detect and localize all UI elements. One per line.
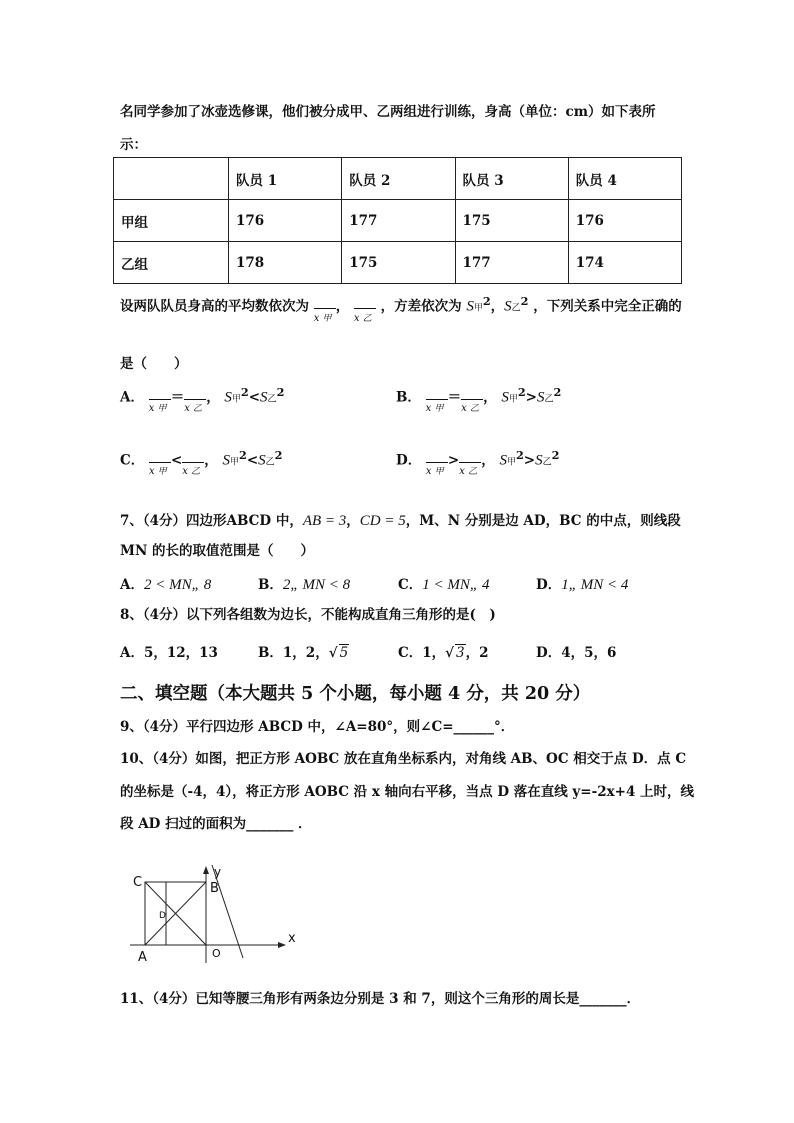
q6-stem: 设两队队员身高的平均数依次为 x 甲 ， x 乙 ，方差依次为 S甲$^2$，S乙$^2$ ，下列关系中完全正确的 [120, 294, 682, 324]
x-axis-arrow [278, 942, 286, 948]
mean-yi-symbol: x 乙 [354, 298, 376, 316]
table-header-cell: 队员 3 [455, 158, 568, 200]
label-c: C [133, 875, 143, 890]
q6-stem-b: ，方差依次为 [380, 298, 462, 315]
q10-line-2: 的坐标是（-4，4），将正方形 AOBC 沿 x 轴向右平移，当点 D 落在直线 y=-2x+4 上时，线 [120, 784, 695, 800]
q6-stem-a: 设两队队员身高的平均数依次为 [120, 298, 309, 315]
q9-stem: 9、（4分）平行四边形 ABCD 中，∠A=80°，则∠C=______°． [120, 719, 515, 735]
q10-line-1: 10、（4分）如图，把正方形 AOBC 放在直角坐标系内，对角线 AB、OC 相交于点 D．点 C [120, 751, 687, 767]
coordinate-figure [118, 858, 308, 968]
q8-option-b: B．1，2，√ 5 [258, 645, 349, 661]
q6-stem-line-2: 是（ ） [120, 356, 188, 372]
table-cell: 174 [568, 242, 681, 284]
label-d: D [159, 911, 166, 921]
q6-stem-c: ，下列关系中完全正确的 [533, 298, 682, 315]
q7-option-b: B．2„ MN < 8 [258, 577, 351, 593]
q6-option-c: C． x 甲 < x 乙 ， S甲$^2$<S乙$^2$ [120, 448, 283, 477]
q8-stem: 8、（4分）以下列各组数为边长，不能构成直角三角形的是( ) [120, 607, 496, 623]
label-o: O [212, 947, 221, 960]
q8-option-d: D．4，5，6 [536, 645, 617, 661]
q7-stem-line-2: MN 的长的取值范围是（ ） [120, 543, 314, 559]
q6-option-a: A． x 甲 ＝ x 乙 ， S甲$^2$<S乙$^2$ [120, 385, 285, 414]
section-title: 二、填空题（本大题共 5 个小题，每小题 4 分，共 20 分） [120, 684, 591, 704]
table-cell: 甲组 [114, 200, 229, 242]
q10-line-3: 段 AD 扫过的面积为_______ ． [120, 816, 312, 832]
intro-line-1: 名同学参加了冰壶选修课，他们被分成甲、乙两组进行训练，身高（单位：cm）如下表所 [120, 104, 656, 120]
table-cell: 176 [568, 200, 681, 242]
table-cell: 177 [455, 242, 568, 284]
q6-option-d: D． x 甲 > x 乙 ， S甲$^2$>S乙$^2$ [396, 448, 560, 477]
table-header-cell: 队员 2 [342, 158, 455, 200]
label-y: y [214, 865, 222, 879]
q8-option-a: A．5，12，13 [120, 645, 218, 661]
q11-stem: 11、（4分）已知等腰三角形有两条边分别是 3 和 7，则这个三角形的周长是_______． [120, 991, 641, 1007]
table-cell: 175 [455, 200, 568, 242]
table-header-cell: 队员 1 [229, 158, 342, 200]
mean-jia-symbol: x 甲 [314, 298, 336, 316]
label-a: A [138, 950, 147, 965]
table-row [114, 242, 682, 284]
table-cell: 176 [229, 200, 342, 242]
table-cell: 178 [229, 242, 342, 284]
height-table [113, 157, 682, 284]
q7-option-d: D．1„ MN < 4 [536, 577, 629, 593]
table-cell: 177 [342, 200, 455, 242]
table-cell: 175 [342, 242, 455, 284]
table-row [114, 200, 682, 242]
label-b: B [210, 881, 219, 896]
q7-stem: 7、（4分）四边形ABCD 中，AB = 3，CD = 5，M、N 分别是边 AD，BC 的中点，则线段 [120, 513, 681, 529]
table-header-cell: 队员 4 [568, 158, 681, 200]
shifted-square [166, 882, 206, 945]
table-header-cell [114, 158, 229, 200]
q7-option-a: A．2 < MN„ 8 [120, 577, 212, 593]
q8-option-c: C．1，√ 3，2 [398, 645, 489, 661]
label-x: x [288, 931, 296, 946]
q7-option-c: C．1 < MN„ 4 [398, 577, 490, 593]
intro-line-2: 示： [120, 137, 147, 153]
y-axis-arrow [203, 866, 209, 874]
table-header-row [114, 158, 682, 200]
q6-option-b: B． x 甲 ＝ x 乙 ， S甲$^2$>S乙$^2$ [396, 385, 562, 414]
table-cell: 乙组 [114, 242, 229, 284]
